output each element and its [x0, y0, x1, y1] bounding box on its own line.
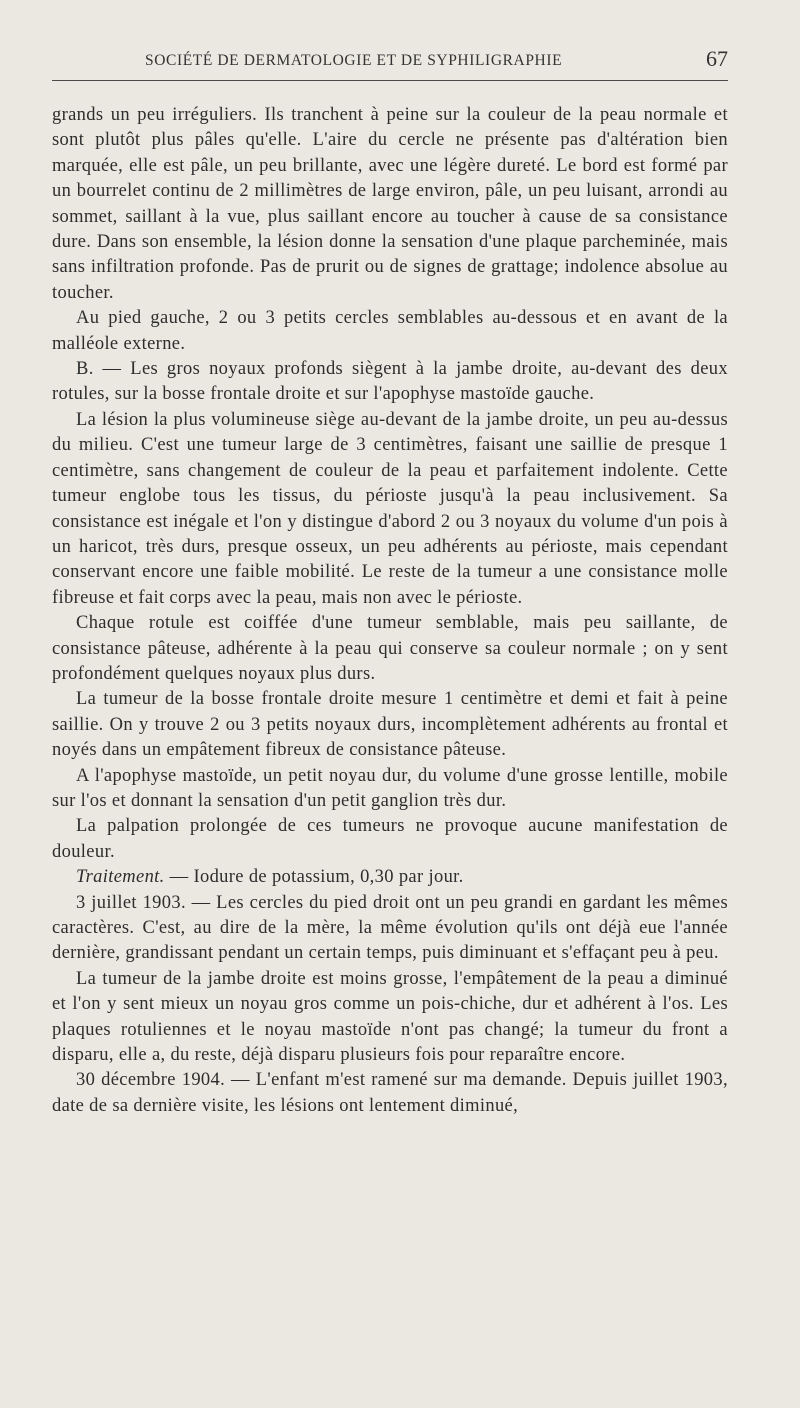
- running-title: SOCIÉTÉ DE DERMATOLOGIE ET DE SYPHILIGRAPHIE: [145, 52, 563, 69]
- paragraph: La lésion la plus volumineuse siège au-devant de la jambe droite, un peu au-dessus du milieu. C'est une tumeur large de 3 centimètres, faisant une saillie de presque 1 centimètre, sans changement de couleur de la peau et parfaitement indolente. Cette tumeur englobe tous les tissus, du périoste jusqu'à la peau inclusivement. Sa consistance est inégale et l'on y distingue d'abord 2 ou 3 noyaux du volume d'un pois à un haricot, très durs, presque osseux, un peu adhérents au périoste, mais cependant conservant encore une faible mobilité. Le reste de la tumeur a une consistance molle fibreuse et fait corps avec la peau, mais non avec le périoste.: [52, 409, 728, 608]
- paragraph: B. — Les gros noyaux profonds siègent à la jambe droite, au-devant des deux rotules, sur la bosse frontale droite et sur l'apophyse mastoïde gauche.: [52, 359, 728, 405]
- paragraph: La palpation prolongée de ces tumeurs ne provoque aucune manifestation de douleur.: [52, 816, 728, 862]
- paragraph-treatment: [52, 865, 728, 890]
- treatment-text: — Iodure de potassium, 0,30 par jour.: [164, 867, 464, 888]
- paragraph: Au pied gauche, 2 ou 3 petits cercles semblables au-dessous et en avant de la malléole externe.: [52, 308, 728, 354]
- running-header: [52, 44, 728, 81]
- paragraph: grands un peu irréguliers. Ils tranchent à peine sur la couleur de la peau normale et sont plutôt plus pâles qu'elle. L'aire du cercle ne présente pas d'altération bien marquée, elle est pâle, un peu brillante, avec une légère dureté. Le bord est formé par un bourrelet continu de 2 millimètres de large environ, pâle, un peu luisant, arrondi au sommet, saillant à la vue, plus saillant encore au toucher à cause de sa consistance dure. Dans son ensemble, la lésion donne la sensation d'une plaque parcheminée, mais sans infiltration profonde. Pas de prurit ou de signes de grattage; indolence absolue au toucher.: [52, 105, 728, 303]
- paragraph: 30 décembre 1904. — L'enfant m'est ramené sur ma demande. Depuis juillet 1903, date de sa dernière visite, les lésions ont lentement diminué,: [52, 1070, 728, 1116]
- paragraph: La tumeur de la jambe droite est moins grosse, l'empâtement de la peau a diminué et l'on y sent mieux un noyau gros comme un pois-chiche, dur et adhérent à l'os. Les plaques rotuliennes et le noyau mastoïde n'ont pas changé; la tumeur du front a disparu, elle a, du reste, déjà disparu plusieurs fois pour reparaître encore.: [52, 968, 728, 1066]
- body-text: [52, 103, 728, 1119]
- paragraph: 3 juillet 1903. — Les cercles du pied droit ont un peu grandi en gardant les mêmes caractères. C'est, au dire de la mère, la même évolution qu'ils ont déjà eue l'année dernière, grandissant pendant un certain temps, puis diminuant et s'effaçant peu à peu.: [52, 892, 728, 964]
- treatment-lead: Traitement.: [76, 867, 165, 888]
- page-number: 67: [706, 46, 728, 71]
- paragraph: A l'apophyse mastoïde, un petit noyau dur, du volume d'une grosse lentille, mobile sur l'os et donnant la sensation d'un petit ganglion très dur.: [52, 765, 728, 811]
- paragraph: La tumeur de la bosse frontale droite mesure 1 centimètre et demi et fait à peine saillie. On y trouve 2 ou 3 petits noyaux durs, incomplètement adhérents au frontal et noyés dans un empâtement fibreux de consistance pâteuse.: [52, 689, 728, 761]
- paragraph: Chaque rotule est coiffée d'une tumeur semblable, mais peu saillante, de consistance pâteuse, adhérente à la peau qui conserve sa couleur normale ; on y sent profondément quelques noyaux plus durs.: [52, 613, 728, 684]
